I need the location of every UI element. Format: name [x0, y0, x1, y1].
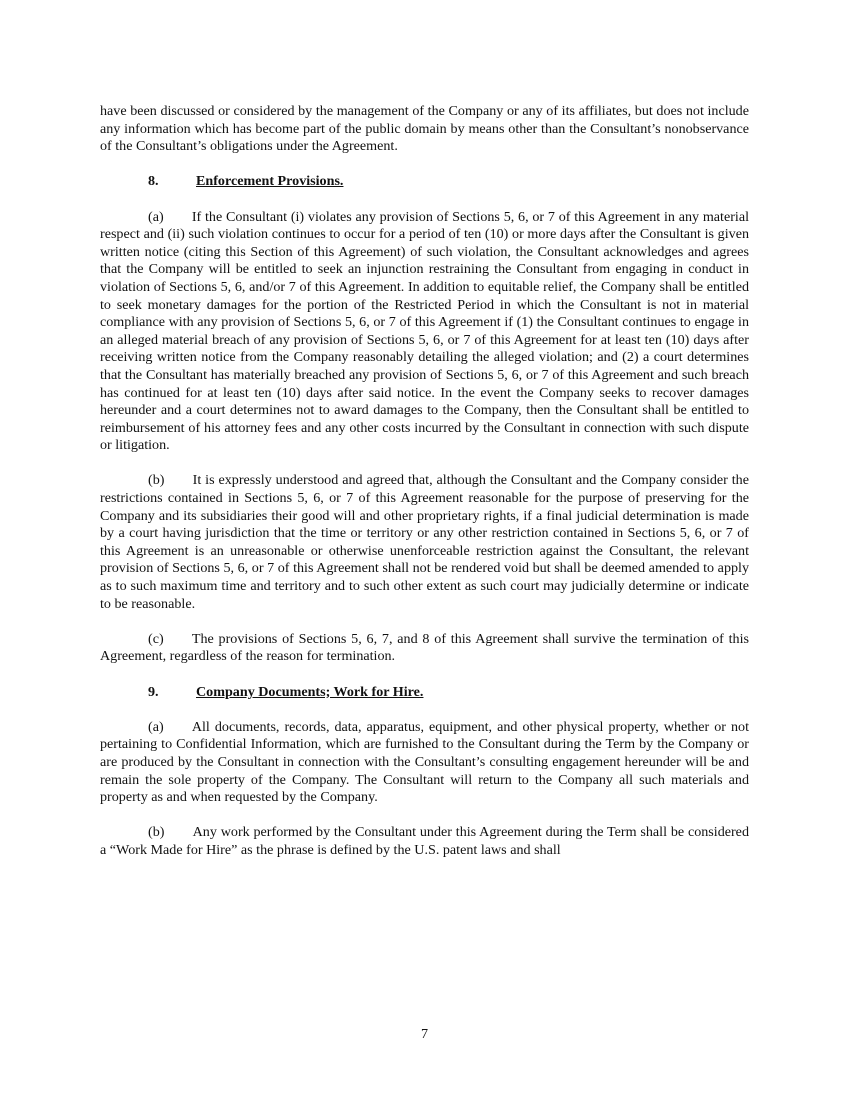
section-8-paragraph-c: (c) The provisions of Sections 5, 6, 7, and 8 of this Agreement shall survive the termination of this Agreement, regardless of the reason for termination. [100, 630, 749, 665]
section-9-title: Company Documents; Work for Hire. [196, 683, 424, 700]
section-9-paragraph-b: (b) Any work performed by the Consultant under this Agreement during the Term shall be considered a “Work Made for Hire” as the phrase is defined by the U.S. patent laws and shall [100, 824, 749, 858]
section-8-title: Enforcement Provisions. [196, 173, 344, 190]
section-8-paragraph-b: (b) It is expressly understood and agreed that, although the Consultant and the Company consider the restrictions contained in Sections 5, 6, or 7 of this Agreement reasonable for the purpose of preserving for the Company and its subsidiaries their good will and other proprietary rights, if a final judicial determination is made by a court having jurisdiction that the time or territory or any other restriction contained in Sections 5, 6, or 7 of this Agreement is an unreasonable or otherwise unenforceable restriction against the Consultant, the relevant provision of Sections 5, 6, or 7 of this Agreement shall not be rendered void but shall be deemed amended to apply as to such maximum time and territory and to such other extent as such court may judicially determine or indicate to be reasonable. [100, 472, 749, 612]
section-9-number: 9. [148, 683, 159, 700]
section-8-heading [100, 173, 749, 191]
section-9-paragraph-a: (a) All documents, records, data, apparatus, equipment, and other physical property, whether or not pertaining to Confidential Information, which are furnished to the Consultant during the Term by the Company or are produced by the Consultant in connection with the Consultant’s consulting engagement hereunder will be and remain the sole property of the Company. The Consultant will return to the Company all such materials and property as and when requested by the Company. [100, 718, 749, 806]
intro-paragraph: have been discussed or considered by the management of the Company or any of its affiliates, but does not include any information which has become part of the public domain by means other than the Consultant’s nonobservance of the Consultant’s obligations under the Agreement. [100, 103, 749, 155]
document-page [100, 103, 749, 860]
page-number: 7 [420, 1026, 429, 1042]
section-8-paragraph-a: (a) If the Consultant (i) violates any provision of Sections 5, 6, or 7 of this Agreement in any material respect and (ii) such violation continues to occur for a period of ten (10) or more days after the Consultant is given written notice (citing this Section of this Agreement) of such violation, the Consultant acknowledges and agrees that the Company will be entitled to seek an injunction restraining the Consultant from engaging in conduct in violation of Sections 5, 6, and/or 7 of this Agreement. In addition to equitable relief, the Company shall be entitled to seek monetary damages for the portion of the Restricted Period in which the Consultant is not in material compliance with any provision of Sections 5, 6, or 7 of this Agreement if (1) the Consultant continues to engage in an alleged material breach of any provision of Sections 5, 6, or 7 of this Agreement for at least ten (10) days after receiving written notice from the Company reasonably detailing the alleged violation; and (2) a court determines that the Consultant has materially breached any provision of Sections 5, 6, or 7 of this Agreement and such breach has continued for at least ten (10) days after said notice. In the event the Company seeks to recover damages hereunder and a court determines not to award damages to the Company, then the Consultant shall be entitled to reimbursement of his attorney fees and any other costs incurred by the Consultant in connection with such dispute or litigation. [100, 208, 749, 454]
section-8-number: 8. [148, 173, 159, 190]
section-9-heading [100, 684, 749, 702]
